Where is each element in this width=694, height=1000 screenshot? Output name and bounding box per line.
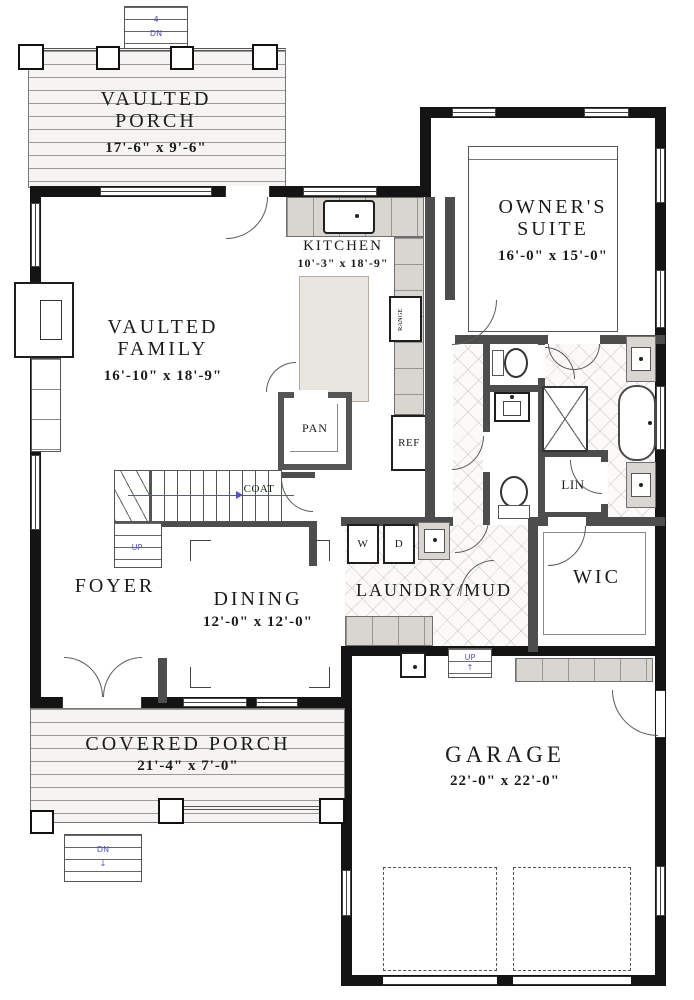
table-corner — [309, 667, 330, 688]
door-opening — [601, 462, 608, 504]
bathtub — [618, 385, 656, 461]
kitchen-island — [299, 276, 369, 402]
sink-faucet-dot — [355, 214, 359, 218]
stairs-up-label: UP — [131, 543, 143, 552]
wall — [341, 646, 666, 656]
garage-label: GARAGE — [445, 742, 565, 767]
stair-winder — [114, 470, 150, 522]
garage-door — [513, 976, 631, 985]
hall-tile-floor — [453, 345, 483, 525]
wic-label: WIC — [573, 566, 621, 588]
garage-door — [383, 976, 497, 985]
wall — [158, 658, 167, 703]
laundry-mud-label: LAUNDRY/MUD — [355, 580, 512, 600]
wall — [528, 517, 538, 652]
vanity — [626, 462, 656, 508]
table-corner — [309, 540, 330, 561]
laundry-sink — [418, 522, 450, 560]
toilet — [500, 476, 528, 508]
window — [303, 187, 377, 196]
porch-post — [18, 44, 44, 70]
door-opening — [225, 186, 270, 197]
linen-label: LIN — [561, 477, 585, 492]
steps-up-arrow: ↑ — [466, 663, 474, 672]
porch-entry-steps — [124, 6, 188, 50]
owners-suite-dims: 16'-0" x 15'-0" — [498, 248, 608, 264]
vaulted-family-dims: 16'-10" x 18'-9" — [103, 368, 223, 384]
garage-entry-steps — [448, 648, 492, 678]
washer — [347, 524, 379, 564]
refrigerator — [391, 415, 427, 471]
shower — [542, 386, 588, 452]
vanity-faucet-dot — [639, 483, 643, 487]
tub-faucet-dot — [648, 421, 652, 425]
covered-porch-label: COVERED PORCH — [85, 733, 291, 755]
window — [342, 870, 351, 916]
window — [183, 698, 247, 707]
refrigerator-label: REF — [398, 437, 420, 449]
door-opening — [548, 335, 600, 344]
door-opening — [548, 517, 586, 526]
range — [389, 296, 422, 342]
steps-count-label: 4 — [153, 15, 159, 24]
foyer-label: FOYER — [74, 575, 156, 597]
vaulted-porch-label: VAULTED PORCH — [100, 88, 212, 133]
covered-porch-dims: 21'-4" x 7'-0" — [137, 758, 239, 774]
wall — [420, 107, 431, 197]
steps-dn-label: DN — [149, 29, 163, 38]
pantry-label: PAN — [302, 421, 328, 435]
door-arc — [612, 690, 658, 736]
window — [656, 270, 665, 328]
wall — [445, 197, 455, 300]
toilet-tank — [492, 350, 504, 376]
wall — [655, 107, 666, 986]
vanity — [626, 336, 656, 382]
window — [256, 698, 298, 707]
door-opening — [538, 345, 545, 378]
window — [100, 187, 212, 196]
firebox — [40, 300, 62, 340]
porch-post — [170, 46, 194, 70]
laundry-faucet-dot — [433, 538, 437, 542]
garage-dims: 22'-0" x 22'-0" — [450, 773, 560, 789]
pantry-closet — [278, 392, 352, 470]
window — [584, 108, 629, 117]
vanity-faucet-dot — [639, 357, 643, 361]
steps-dn-arrow: ↓ — [99, 859, 107, 868]
wall — [483, 385, 545, 392]
wall — [483, 335, 490, 525]
toilet-tank — [498, 505, 530, 519]
porch-post — [96, 46, 120, 70]
bath-sink — [494, 392, 530, 422]
washer-label: W — [357, 538, 369, 550]
garage-storage-shelf — [515, 658, 653, 682]
steps-dn-label: DN — [96, 845, 110, 854]
coat-label: COAT — [243, 483, 275, 495]
table-corner — [190, 667, 211, 688]
kitchen-dims: 10'-3" x 18'-9" — [297, 256, 389, 270]
owners-suite-label: OWNER'S SUITE — [498, 196, 608, 241]
porch-post — [252, 44, 278, 70]
window — [656, 386, 665, 450]
dryer-label: D — [394, 538, 404, 550]
porch-post — [319, 798, 345, 824]
vaulted-porch-dims: 17'-6" x 9'-6" — [105, 140, 207, 156]
fireplace — [14, 282, 74, 358]
porch-post — [158, 798, 184, 824]
sink-faucet-dot — [510, 395, 514, 399]
bed-headboard — [469, 147, 617, 160]
table-corner — [190, 540, 211, 561]
main-stairs — [150, 470, 282, 522]
utility-dot — [413, 665, 417, 669]
door-opening — [483, 432, 490, 472]
vaulted-family-label: VAULTED FAMILY — [107, 316, 219, 361]
garage-parking-bay — [513, 867, 631, 971]
porch-post — [30, 810, 54, 834]
dryer — [383, 524, 415, 564]
door-opening — [294, 390, 328, 400]
steps-up-label: UP — [464, 653, 476, 662]
wall — [425, 197, 435, 517]
dining-dims: 12'-0" x 12'-0" — [203, 614, 313, 630]
kitchen-sink — [323, 200, 375, 234]
toilet — [504, 348, 528, 378]
window — [656, 148, 665, 203]
window — [656, 866, 665, 916]
garage-parking-bay — [383, 867, 497, 971]
mudroom-bench — [345, 616, 433, 646]
window — [31, 455, 40, 530]
porch-exit-steps — [64, 834, 142, 882]
dining-label: DINING — [213, 588, 303, 610]
utility-box — [400, 652, 426, 678]
door-opening — [62, 697, 142, 708]
window — [31, 203, 40, 267]
sink-basin — [503, 401, 521, 416]
range-label: RANGE — [397, 308, 404, 332]
window — [452, 108, 496, 117]
built-in-cabinet — [31, 358, 61, 452]
kitchen-label: KITCHEN — [303, 238, 383, 254]
